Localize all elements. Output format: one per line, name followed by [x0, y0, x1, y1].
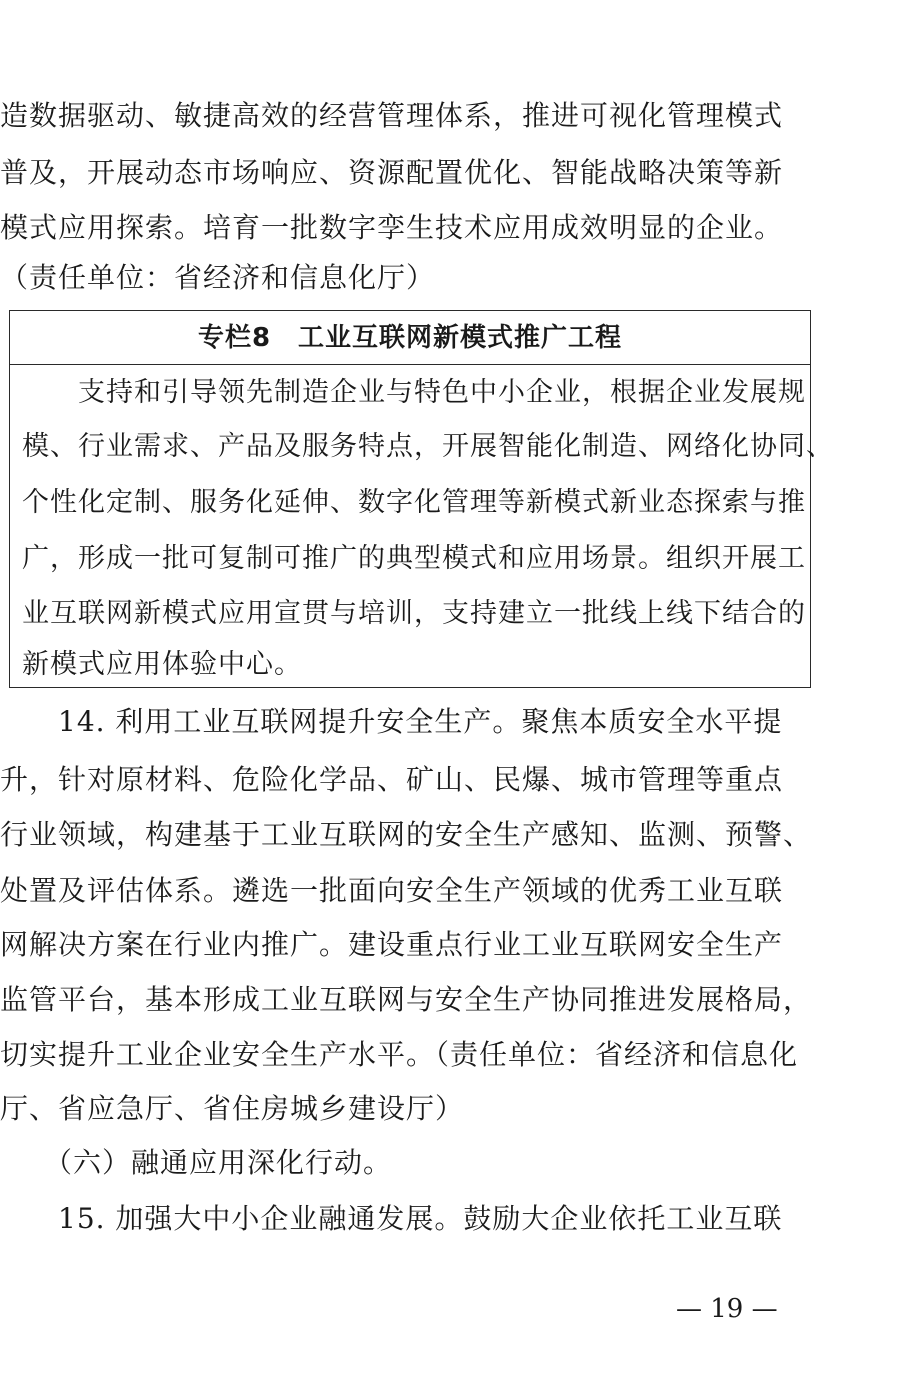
text-line: 厅、省应急厅、省住房城乡建设厅） [0, 1092, 465, 1125]
text-line: 升，针对原材料、危险化学品、矿山、民爆、城市管理等重点 [0, 763, 784, 796]
column-box-line: 个性化定制、服务化延伸、数字化管理等新模式新业态探索与推 [22, 487, 806, 518]
column-box-title: 专栏8 工业互联网新模式推广工程 [10, 311, 810, 365]
column-box-line: 业互联网新模式应用宣贯与培训，支持建立一批线上线下结合的 [22, 598, 806, 629]
paragraph-15-line: 15. 加强大中小企业融通发展。鼓励大企业依托工业互联 [0, 1202, 783, 1235]
text-line: 监管平台，基本形成工业互联网与安全生产协同推进发展格局， [0, 983, 813, 1016]
section-heading: （六）融通应用深化行动。 [0, 1146, 393, 1179]
text-line: 模式应用探索。培育一批数字孪生技术应用成效明显的企业。 [0, 211, 784, 244]
text-line: 造数据驱动、敏捷高效的经营管理体系，推进可视化管理模式 [0, 99, 784, 132]
column-box-line: 支持和引导领先制造企业与特色中小企业，根据企业发展规 [22, 377, 806, 408]
text-line: 处置及评估体系。遴选一批面向安全生产领域的优秀工业互联 [0, 874, 784, 907]
text-line: 14. 利用工业互联网提升安全生产。聚焦本质安全水平提 [0, 705, 783, 738]
column-box-line: 模、行业需求、产品及服务特点，开展智能化制造、网络化协同、 [22, 431, 834, 462]
column-box-line: 广，形成一批可复制可推广的典型模式和应用场景。组织开展工 [22, 543, 806, 574]
column-box [9, 310, 834, 688]
text-line: （责任单位：省经济和信息化厅） [0, 261, 436, 294]
text-line: 行业领域，构建基于工业互联网的安全生产感知、监测、预警、 [0, 818, 813, 851]
page-number: — 19 — [676, 1294, 778, 1324]
column-box-line: 新模式应用体验中心。 [22, 649, 302, 680]
text-line: 普及，开展动态市场响应、资源配置优化、智能战略决策等新 [0, 156, 784, 189]
text-line: 网解决方案在行业内推广。建设重点行业工业互联网安全生产 [0, 928, 784, 961]
text-line: 切实提升工业企业安全生产水平。（责任单位：省经济和信息化 [0, 1038, 799, 1071]
